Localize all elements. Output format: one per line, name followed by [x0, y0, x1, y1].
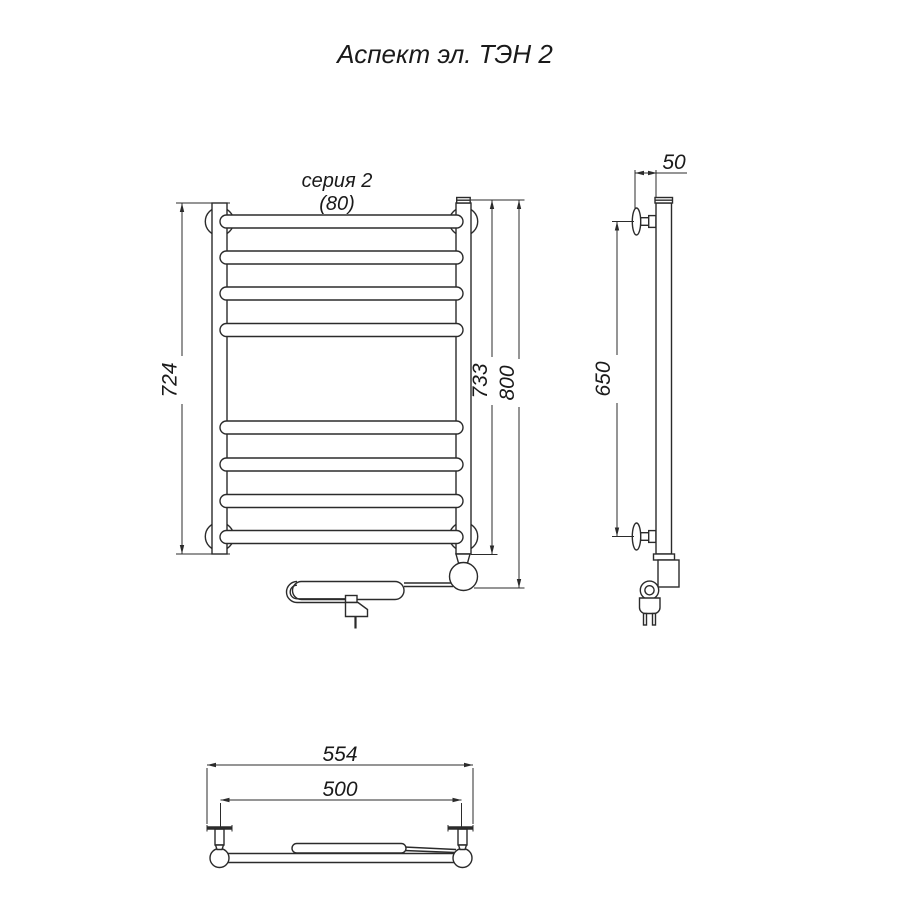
drawing-title: Аспект эл. ТЭН 2 [337, 39, 553, 69]
plug-cable-entry [346, 596, 358, 603]
plug-ring-inner [645, 586, 654, 595]
post-end-circle [453, 849, 472, 868]
bottom-view [207, 743, 473, 868]
heating-element-side [640, 560, 680, 625]
dimension-500 [221, 778, 462, 827]
bar-profile [656, 203, 672, 554]
rung [220, 251, 463, 264]
post-end-circle [210, 849, 229, 868]
bracket-collar [216, 845, 224, 850]
bar-bottom-cap [654, 554, 675, 560]
rung [220, 458, 463, 471]
dim-800-text: 800 [496, 365, 519, 401]
side-bar [654, 198, 675, 561]
dim-650-text: 650 [592, 361, 615, 397]
plug-pin [653, 614, 656, 626]
ten-housing [658, 560, 679, 587]
bracket-stem [641, 533, 649, 541]
wall-bracket-top [632, 208, 656, 235]
rung-spacing-label: (80) [319, 193, 355, 215]
bracket-collar [649, 216, 656, 228]
series-label: серия 2 [301, 170, 373, 192]
cable-line [404, 847, 456, 850]
bottom-bar [222, 854, 460, 863]
rung [220, 531, 463, 544]
bracket-collar [649, 531, 656, 543]
rung [220, 495, 463, 508]
dimension-650 [592, 222, 634, 537]
ten-knob [450, 563, 478, 591]
cable-coil-bg [292, 844, 406, 854]
wall-bracket-bottom [632, 523, 656, 550]
dim-50-text: 50 [662, 151, 686, 174]
ten-fitting [456, 554, 470, 563]
heating-element-front [450, 554, 478, 591]
bracket-stem [215, 829, 224, 845]
rungs [220, 215, 463, 544]
power-cable-bottom [292, 844, 456, 854]
bracket-stem [641, 218, 649, 226]
rung [220, 421, 463, 434]
dim-724-text: 724 [158, 362, 182, 398]
bottom-bracket-left [207, 825, 232, 850]
power-plug-front [346, 603, 368, 617]
dim-554-text: 554 [322, 743, 358, 766]
power-cable-front [287, 582, 454, 629]
bracket-collar [459, 845, 467, 850]
side-view [592, 151, 687, 625]
plug-pin [644, 614, 647, 626]
front-view [159, 170, 525, 629]
bracket-stem [458, 829, 467, 845]
bottom-bracket-right [448, 825, 473, 850]
rung [220, 324, 463, 337]
dim-500-text: 500 [322, 778, 358, 801]
rung [220, 215, 463, 228]
rung [220, 287, 463, 300]
dim-733-text: 733 [469, 363, 492, 399]
cable-line [404, 851, 455, 853]
power-plug-side [640, 598, 661, 614]
